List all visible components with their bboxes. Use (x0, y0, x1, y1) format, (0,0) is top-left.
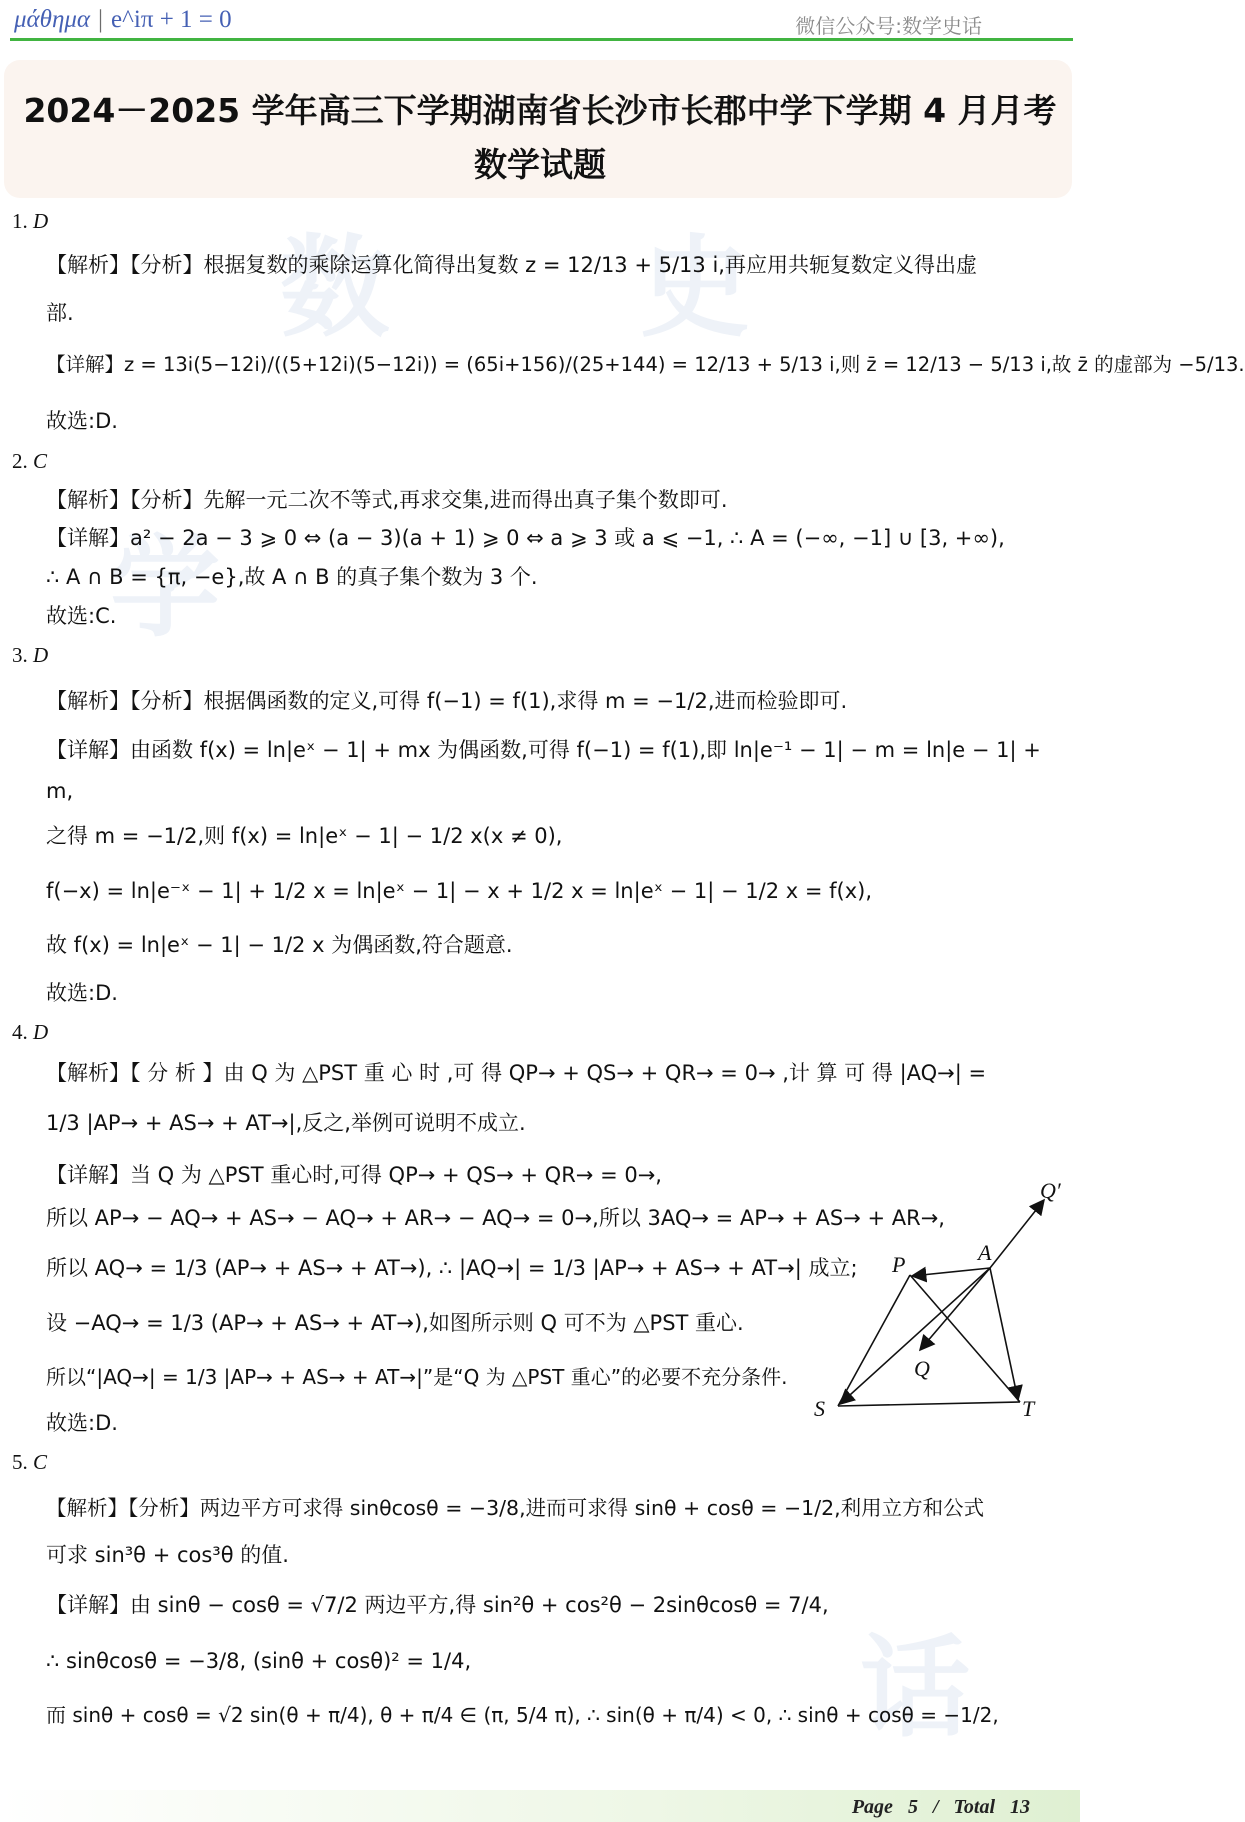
vector-aq (920, 1268, 990, 1350)
q5-analysis-cont: 可求 sin³θ + cos³θ 的值. (46, 1543, 289, 1567)
edge-st (838, 1402, 1020, 1406)
q3-detail-cont: m, (46, 779, 74, 803)
vector-ap (912, 1268, 990, 1276)
label-p: P (892, 1252, 906, 1277)
q3-detail-line5: 故 f(x) = ln|eˣ − 1| − 1/2 x 为偶函数,符合题意. (46, 933, 513, 957)
question-2-number: 2. C (12, 449, 48, 473)
q3-detail-line4: f(−x) = ln|e⁻ˣ − 1| + 1/2 x = ln|eˣ − 1| − x + 1/2 x = ln|eˣ − 1| − 1/2 x = f(x), (46, 879, 872, 903)
page-indicator: Page 5 / Total 13 (851, 1796, 1030, 1818)
edge-ps (838, 1275, 910, 1406)
q5-detail: 【详解】由 sinθ − cosθ = √7/2 两边平方,得 sin²θ + cos²θ − 2sinθcosθ = 7/4, (46, 1593, 829, 1617)
header-rule (10, 38, 1073, 41)
q1-selection: 故选:D. (46, 409, 118, 433)
q3-detail: 【详解】由函数 f(x) = ln|eˣ − 1| + mx 为偶函数,可得 f(−1) = f(1),即 ln|e⁻¹ − 1| − m = ln|e − 1| + (46, 738, 1041, 762)
label-a: A (978, 1240, 992, 1265)
vector-at (990, 1268, 1018, 1400)
q3-selection: 故选:D. (46, 981, 118, 1005)
q2-selection: 故选:C. (46, 604, 117, 628)
q4-analysis-cont: 1/3 |AP→ + AS→ + AT→|,反之,举例可说明不成立. (46, 1111, 526, 1135)
q4-selection: 故选:D. (46, 1411, 118, 1435)
q2-detail-cont: ∴ A ∩ B = {π, −e},故 A ∩ B 的真子集个数为 3 个. (46, 565, 538, 589)
q3-detail-line3: 之得 m = −1/2,则 f(x) = ln|eˣ − 1| − 1/2 x(x ≠ 0), (46, 824, 563, 848)
label-s: S (814, 1396, 825, 1421)
label-q-prime: Q′ (1040, 1178, 1061, 1203)
q2-detail: 【详解】a² − 2a − 3 ⩾ 0 ⇔ (a − 3)(a + 1) ⩾ 0 ⇔ a ⩾ 3 或 a ⩽ −1, ∴ A = (−∞, −1] ∪ [3, +∞), (46, 526, 1005, 550)
header-separator: | (98, 6, 104, 33)
q4-analysis: 【解析】【 分 析 】由 Q 为 △PST 重 心 时 ,可 得 QP→ + QS→ + QR→ = 0→ ,计 算 可 得 |AQ→| = (46, 1061, 987, 1085)
brand-name: μάθημα (14, 6, 91, 33)
brand (14, 6, 232, 34)
watermark-char: 史 (640, 224, 750, 352)
vector-as (840, 1268, 990, 1404)
wechat-account: 微信公众号:数学史话 (795, 14, 982, 38)
q3-analysis: 【解析】【分析】根据偶函数的定义,可得 f(−1) = f(1),求得 m = −1/2,进而检验即可. (46, 689, 848, 713)
question-4-number: 4. D (12, 1020, 49, 1044)
vector-aq-prime (990, 1200, 1044, 1268)
q4-detail-line3: 所以 AQ→ = 1/3 (AP→ + AS→ + AT→), ∴ |AQ→| = 1/3 |AP→ + AS→ + AT→| 成立; (46, 1256, 858, 1280)
question-1-number: 1. D (12, 209, 49, 233)
label-t: T (1022, 1396, 1035, 1421)
label-q: Q (914, 1356, 930, 1381)
question-3-number: 3. D (12, 643, 49, 667)
q5-analysis: 【解析】【分析】两边平方可求得 sinθcosθ = −3/8,进而可求得 sinθ + cosθ = −1/2,利用立方和公式 (46, 1496, 985, 1520)
euler-formula: e^iπ + 1 = 0 (111, 6, 232, 33)
q5-detail-line3: 而 sinθ + cosθ = √2 sin(θ + π/4), θ + π/4 ∈ (π, 5/4 π), ∴ sin(θ + π/4) < 0, ∴ sinθ + cosθ = −1/2, (46, 1703, 999, 1727)
question-5-number: 5. C (12, 1450, 48, 1474)
q4-detail-line5: 所以“|AQ→| = 1/3 |AP→ + AS→ + AT→|”是“Q 为 △PST 重心”的必要不充分条件. (46, 1365, 788, 1389)
q1-detail: 【详解】z = 13i(5−12i)/((5+12i)(5−12i)) = (65i+156)/(25+144) = 12/13 + 5/13 i,则 z̄ = 12/13 − 5/13 i,故 z̄ 的虚部为 −5/13. (46, 353, 1245, 376)
q2-analysis: 【解析】【分析】先解一元二次不等式,再求交集,进而得出真子集个数即可. (46, 488, 728, 512)
q5-detail-line2: ∴ sinθcosθ = −3/8, (sinθ + cosθ)² = 1/4, (46, 1649, 472, 1673)
watermark-char: 学 (110, 524, 220, 652)
edge-pt (910, 1275, 1020, 1402)
watermark-char: 数 (280, 224, 390, 352)
q4-detail: 【详解】当 Q 为 △PST 重心时,可得 QP→ + QS→ + QR→ = 0→, (46, 1163, 662, 1187)
watermark-char: 话 (860, 1624, 970, 1752)
page-header (12, 4, 1072, 40)
q4-detail-line2: 所以 AP→ − AQ→ + AS→ − AQ→ + AR→ − AQ→ = 0→,所以 3AQ→ = AP→ + AS→ + AR→, (46, 1206, 945, 1230)
page-title: 2024－2025 学年高三下学期湖南省长沙市长郡中学下学期 4 月月考数学试题 (23, 91, 1057, 184)
q1-analysis-cont: 部. (46, 301, 74, 325)
triangle-diagram (800, 1180, 1080, 1420)
q4-detail-line4: 设 −AQ→ = 1/3 (AP→ + AS→ + AT→),如图所示则 Q 可不为 △PST 重心. (46, 1311, 744, 1335)
q1-analysis: 【解析】【分析】根据复数的乘除运算化简得出复数 z = 12/13 + 5/13 i,再应用共轭复数定义得出虚 (46, 253, 977, 277)
